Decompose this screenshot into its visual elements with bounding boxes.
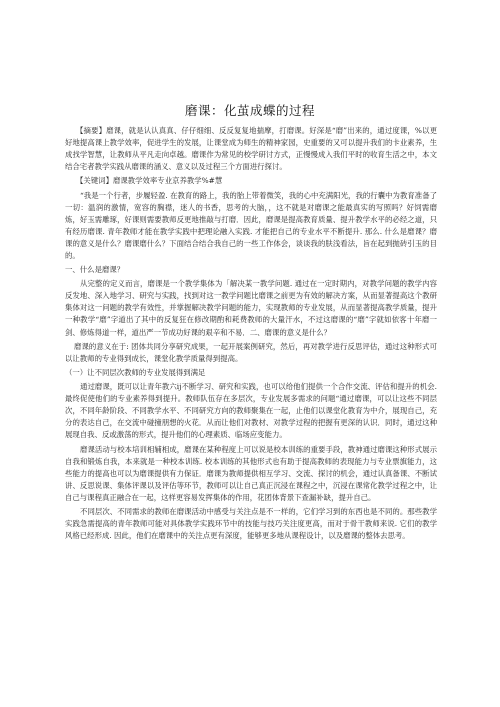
significance-paragraph: 磨课的意义在于: 团体共同分享研究成果，一起开展案例研究，然后，再对教学进行反思评估，通过这种形式可以让教师的专业得到成长，课堂化教学质量得到提高。 bbox=[65, 341, 437, 363]
body-paragraph-1: 通过磨课，既可以让青年教六ij不断学习、研究和实践，也可以给他们提供一个合作交流、评估和提升的机会. 最终促使他们的专业素养得到提升。教师队伍存在多层次，专业发展多需求的问题“通过磨课，可以让这些不同层次，不同年龄阶段、不同教学水平、不同研究方向的教师聚集在一起，止他们以课堂化教育为中介，展现自己，充分的表达自己，在交流中碰撞朋想的火花．从而让他们对教材、对教学过程的把握有更深的认识．同时，通过这种展现自我、反或激荡的形式，提升他们的心理素质、临场应变能力。 bbox=[65, 382, 437, 440]
intro-paragraph: “我是一个行者，步履轻盈. 在教育的路上，我的胎上带着微笑，我的心中充满阳光，我的行囊中为教育准备了一切：温润的激情，宽容的胸襟，迷人的书香，思考的大脑，，这不就是对磨课之能最真实的写照吗？好饲需磨炼，好玉需雕琢，好课则需要教师反更地推敲与打磨．因此，磨课是提高教育质量、提升教学水平的必经之道，只有经历磨课. 青年教师才能在教学实践中把理论融入实践. 才能把自己的专业水平不断提升. 那么. 什么是磨课？磨课的意义是什么？磨课磨什么？下面结合结合我自己的一些工作体会，谈谈我的肤浅看法，旨在起到抛砖引玉的目的。 bbox=[65, 190, 437, 260]
definition-paragraph: 从完整的定义而言，磨课是一个教学集体为「解决某一教学问题. 通过在一定时期内，对教学问题的教学内容反发地、深入地学习、研究与实践，找到对这一教学问题比磨课之前更为有效的解决方案，从而显著提高这个教研集体对这一问题的教学有效性，并掌握解决教学问题的能力，实现教师的专业发展，从而显著提高教学质量，提升一种教学“磨”字道出了其中的反复狂在修改期酌和耗费教师的大量汗水，不过这磨课的“磨”字就如依客十年磨一剑、修炼得道一样，道出严一节成功好课的艰辛和不易．二、磨课的意义是什么？ bbox=[65, 279, 437, 337]
document-body bbox=[65, 125, 437, 544]
document-title: 磨课：化茧成蝶的过程 bbox=[184, 103, 315, 118]
body-paragraph-2: 磨课活动与校本培训相辅相成，磨课在某种程度上可以说是校本训练的重要手段，教神通过磨课这种形式展示自我和锻炼自我，本来就是一种校本训练. 校本训练的其他形式也有助于提高教师的表现能力与专业票旗能力，这些能力的提高也可以为磨课提供有力保证．磨课为教师提供相互学习、交流、探讨的机会，通过认真备课、不断试讲、反思说课、集体评课以及评估等环节，教师可以让自己真正沉浸在课程之中，沉浸在课常化教学过程之中，让自己与课程真正融合在一起，这样更容易发挥集体的作用，花团体背景下查漏补缺，提升自己。 bbox=[65, 444, 437, 502]
keywords-line: 【关键词】磨课教学效率专业京养教学%#慧 bbox=[76, 176, 223, 186]
section-heading-1: 一、什么是磨课？ bbox=[65, 265, 125, 275]
abstract-paragraph: 【摘要】磨课，就是认认真真、仔仔细细、反反复复地揣摩，打磨课。好深是“磨”出来的，通过度课，%以更好地提高课上教学效率，促进学生的发展，让课堂成为师生的精神家园，史重要的又可以提升我们的卡业素养，生成找学智慧，让教师从平凡走向卓越。磨课作为常见的校学研讨方式，正慢慢成入我们平时的收育生活之中，本文结合宅者教学实践从磨课的涵义、意义以及过程三个方面进行探讨。 bbox=[65, 126, 437, 172]
subheading-1: （一）让不同层次教师的专业发展得到满足 bbox=[65, 368, 206, 378]
body-paragraph-3: 不同层次、不同需求的教师在磨课活动中感受与关注点是不一样的，它们学习到的东西也是不同的。那些教学实践急需提高的青年教师可能对具体教学实践环节中的技能与技巧关注度更高，而对于骨干教师来说. 它们的教学风格已经形成. 因此，他们在磨课中的关注点更有深度，能够更多地从课程设计，以及磨课的整体去思考。 bbox=[65, 507, 437, 541]
